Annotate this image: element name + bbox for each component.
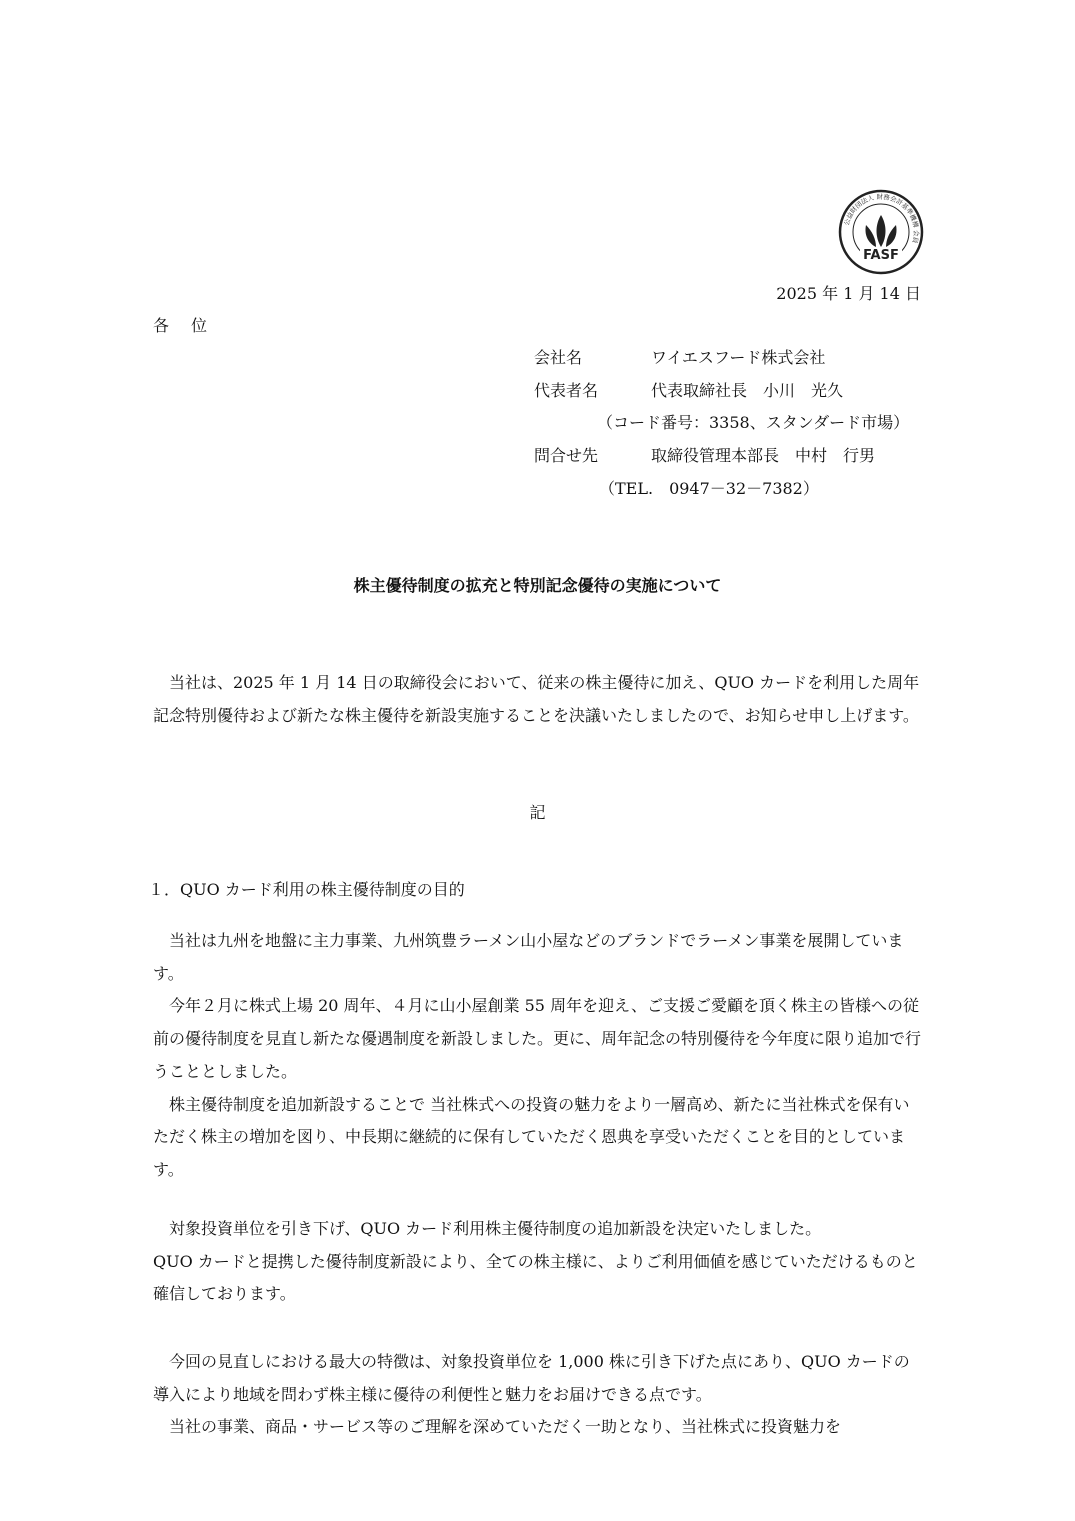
intro-paragraph [153, 667, 925, 732]
section-1-paragraph: 今年２月に株式上場 20 周年、４月に山小屋創業 55 周年を迎え、ご支援ご愛顧を頂く株主の皆様への従前の優待制度を見直し新たな優遇制度を新設しました。更に、周年記念の特別優待を今年度に限り追加で行うこととしました。 [153, 996, 922, 1081]
section-1-paragraph: 今回の見直しにおける最大の特徴は、対象投資単位を 1,000 株に引き下げた点にあり、QUO カードの導入により地域を問わず株主様に優待の利便性と魅力をお届けできる点です。 [153, 1352, 910, 1404]
fasf-logo [838, 189, 924, 275]
contact-tel: （TEL. 0947－32－7382） [599, 479, 819, 498]
intro-text: 当社は、2025 年 1 月 14 日の取締役会において、従来の株主優待に加え、QUO カードを利用した周年記念特別優待および新たな株主優待を新設実施することを決議いたしましたので、お知らせ申し上げます。 [153, 673, 920, 725]
section-1-body-3 [153, 1346, 925, 1444]
section-1-paragraph: 対象投資単位を引き下げ、QUO カード利用株主優待制度の追加新設を決定いたしました。 [169, 1219, 822, 1238]
company-label: 会社名 [534, 348, 583, 367]
document-title: 株主優待制度の拡充と特別記念優待の実施について [353, 576, 722, 595]
contact-label: 問合せ先 [534, 446, 599, 465]
ki-marker: 記 [529, 803, 546, 822]
issue-date: 2025 年 1 月 14 日 [776, 284, 921, 303]
logo-text: FASF [863, 248, 899, 263]
section-1-paragraph: 当社の事業、商品・サービス等のご理解を深めていただく一助となり、当社株式に投資魅力を [169, 1417, 842, 1437]
stock-code-note: （コード番号：3358、スタンダード市場） [597, 413, 910, 432]
section-1-paragraph: QUO カードと提携した優待制度新設により、全ての株主様に、よりご利用価値を感じていただけるものと確信しております。 [153, 1251, 918, 1304]
addressee-char-2: 位 [191, 316, 208, 335]
section-1-paragraph: 当社は九州を地盤に主力事業、九州筑豊ラーメン山小屋などのブランドでラーメン事業を展開しています。 [153, 931, 904, 983]
logo-ring-text: 公益財団法人 財務会計基準機構 会員 [842, 192, 921, 245]
addressee [153, 316, 207, 336]
section-1-heading: １．QUO カード利用の株主優待制度の目的 [148, 880, 465, 899]
company-value: ワイエスフード株式会社 [651, 348, 826, 367]
representative-value: 代表取締社長 小川 光久 [651, 381, 844, 400]
addressee-char-1: 各 [153, 316, 170, 335]
section-1-body [153, 925, 925, 1187]
section-1-body-2 [153, 1213, 925, 1311]
section-1-paragraph: 株主優待制度を追加新設することで 当社株式への投資の魅力をより一層高め、新たに当社株式を保有いただく株主の増加を図り、中長期に継続的に保有していただく恩典を享受いただくことを目的としています。 [153, 1094, 910, 1179]
contact-value: 取締役管理本部長 中村 行男 [651, 446, 876, 465]
representative-label: 代表者名 [534, 381, 599, 400]
